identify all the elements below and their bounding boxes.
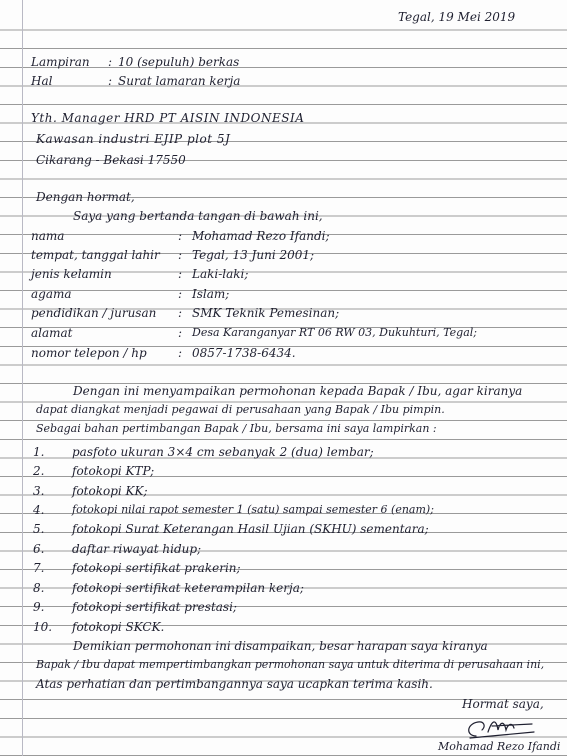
list-number: 8. — [33, 581, 45, 595]
list-item: fotokopi Surat Keterangan Hasil Ujian (SKHU) sementara; — [72, 522, 429, 536]
identity-value: SMK Teknik Pemesinan; — [192, 306, 340, 320]
signer-name: Mohamad Rezo Ifandi — [438, 740, 561, 753]
recipient-line: Cikarang - Bekasi 17550 — [36, 153, 186, 167]
identity-value: Tegal, 13 Juni 2001; — [192, 248, 315, 262]
letter-date: Tegal, 19 Mei 2019 — [398, 10, 516, 24]
body-line: dapat diangkat menjadi pegawai di perusahaan yang Bapak / Ibu pimpin. — [36, 403, 445, 416]
complimentary-close: Hormat saya, — [462, 697, 544, 711]
list-item: fotokopi nilai rapot semester 1 (satu) sampai semester 6 (enam); — [72, 503, 434, 516]
colon: : — [178, 346, 183, 360]
identity-label: agama — [31, 287, 72, 301]
identity-value: 0857-1738-6434. — [192, 346, 296, 360]
identity-value: Mohamad Rezo Ifandi; — [192, 229, 330, 243]
list-item: pasfoto ukuran 3×4 cm sebanyak 2 (dua) lembar; — [72, 445, 374, 459]
list-item: fotokopi sertifikat prestasi; — [72, 600, 237, 614]
salutation: Dengan hormat, — [36, 190, 135, 204]
opening-line: Saya yang bertanda tangan di bawah ini, — [73, 209, 323, 223]
list-number: 1. — [33, 445, 45, 459]
identity-label: tempat, tanggal lahir — [31, 248, 160, 262]
signature-mark — [462, 712, 536, 742]
list-number: 9. — [33, 600, 45, 614]
list-number: 5. — [33, 522, 45, 536]
identity-value: Desa Karanganyar RT 06 RW 03, Dukuhturi, Tegal; — [192, 326, 477, 339]
list-number: 6. — [33, 542, 45, 556]
identity-label: pendidikan / jurusan — [31, 306, 157, 320]
colon: : — [178, 267, 183, 281]
closing-line: Demikian permohonan ini disampaikan, besar harapan saya kiranya — [73, 639, 488, 653]
margin-line — [22, 0, 23, 756]
identity-label: jenis kelamin — [31, 267, 112, 281]
list-item: fotokopi KTP; — [72, 464, 155, 478]
list-item: daftar riwayat hidup; — [72, 542, 202, 556]
identity-label: nama — [31, 229, 65, 243]
identity-label: nomor telepon / hp — [31, 346, 147, 360]
identity-value: Islam; — [192, 287, 230, 301]
identity-value: Laki-laki; — [192, 267, 249, 281]
list-number: 3. — [33, 484, 45, 498]
body-line: Sebagai bahan pertimbangan Bapak / Ibu, bersama ini saya lampirkan : — [36, 422, 437, 435]
body-line: Dengan ini menyampaikan permohonan kepada Bapak / Ibu, agar kiranya — [73, 384, 523, 398]
colon: : — [108, 74, 113, 88]
closing-line: Atas perhatian dan pertimbangannya saya ucapkan terima kasih. — [36, 677, 433, 691]
colon: : — [178, 248, 183, 262]
list-number: 10. — [33, 620, 53, 634]
recipient-line: Yth. Manager HRD PT AISIN INDONESIA — [31, 111, 305, 125]
closing-line: Bapak / Ibu dapat mempertimbangkan permohonan saya untuk diterima di perusahaan ini, — [36, 658, 545, 671]
identity-label: alamat — [31, 326, 73, 340]
colon: : — [108, 55, 113, 69]
colon: : — [178, 287, 183, 301]
list-number: 2. — [33, 464, 45, 478]
attachment-value: 10 (sepuluh) berkas — [118, 55, 240, 69]
list-item: fotokopi KK; — [72, 484, 148, 498]
list-item: fotokopi sertifikat keterampilan kerja; — [72, 581, 304, 595]
colon: : — [178, 229, 183, 243]
subject-label: Hal — [31, 74, 53, 88]
colon: : — [178, 306, 183, 320]
recipient-line: Kawasan industri EJIP plot 5J — [36, 132, 231, 146]
subject-value: Surat lamaran kerja — [118, 74, 241, 88]
list-number: 4. — [33, 503, 45, 517]
attachment-label: Lampiran — [31, 55, 90, 69]
list-item: fotokopi sertifikat prakerin; — [72, 561, 241, 575]
list-number: 7. — [33, 561, 45, 575]
colon: : — [178, 326, 183, 340]
list-item: fotokopi SKCK. — [72, 620, 165, 634]
